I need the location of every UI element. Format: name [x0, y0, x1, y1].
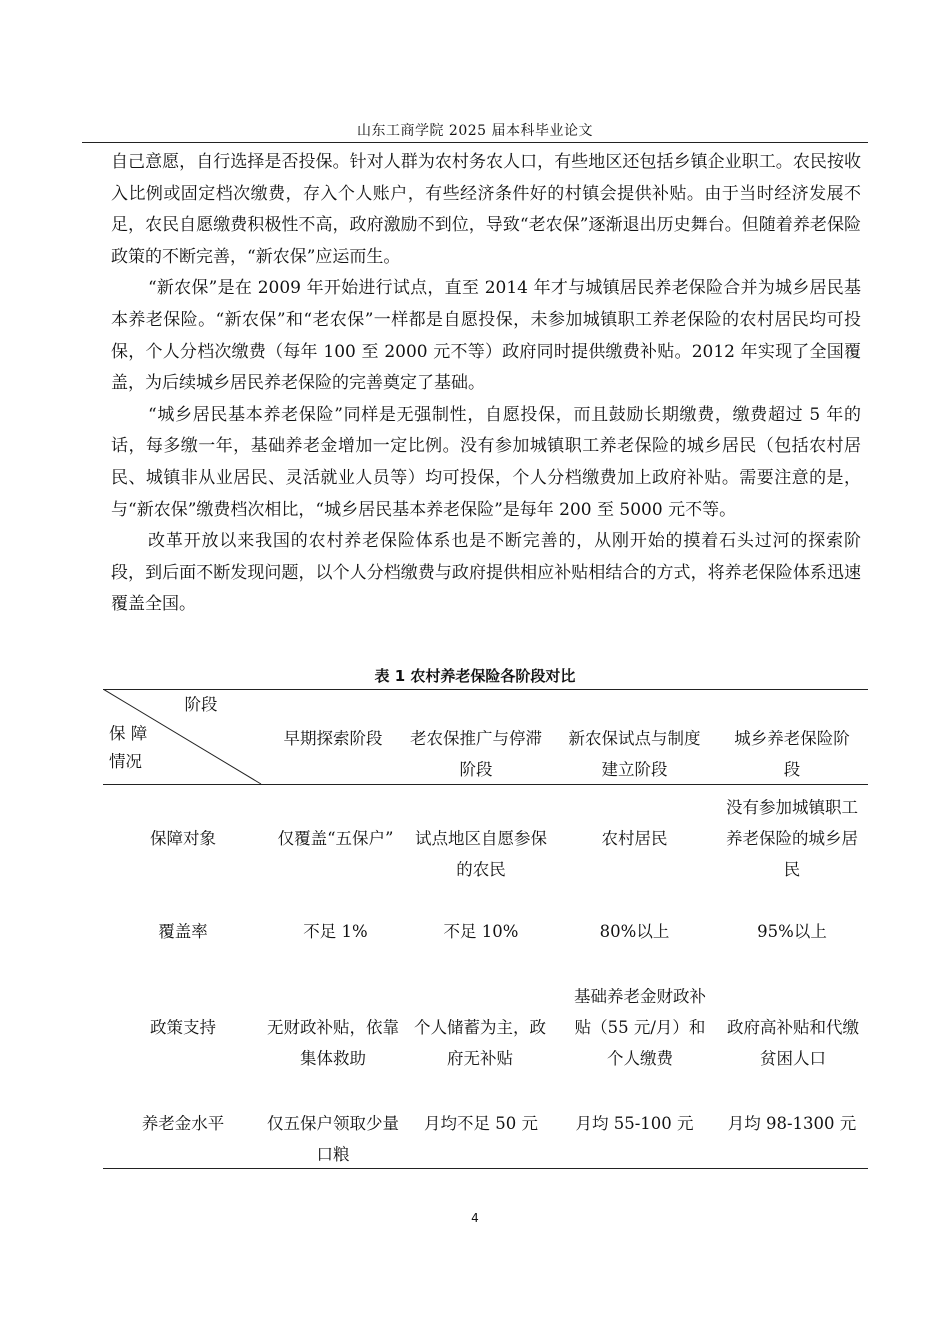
page-header: 山东工商学院 2025 届本科毕业论文: [356, 123, 594, 139]
table-cell: 没有参加城镇职工养老保险的城乡居民: [726, 798, 858, 879]
table-cell: 试点地区自愿参保的农民: [415, 829, 547, 879]
corner-guarantee-label: 保 障: [109, 723, 148, 743]
header-rule: [82, 142, 868, 143]
table-cell: 个人储蓄为主，政府无补贴: [414, 1018, 546, 1068]
table-cell: 不足 10%: [443, 922, 519, 941]
table-cell: 政府高补贴和代缴贫困人口: [727, 1018, 859, 1068]
row-label-policy-support: 政策支持: [150, 1018, 216, 1037]
table-bottom-rule: [103, 1168, 868, 1169]
row-label-coverage-target: 保障对象: [150, 829, 216, 848]
table-cell: 农村居民: [601, 829, 668, 848]
corner-situation-label: 情况: [109, 751, 142, 771]
table-cell: 月均 98-1300 元: [727, 1114, 857, 1133]
row-label-coverage-rate: 覆盖率: [158, 922, 208, 941]
column-header-old-scheme: 老农保推广与停滞阶段: [410, 729, 542, 779]
column-header-new-scheme: 新农保试点与制度建立阶段: [568, 729, 701, 779]
table-cell: 无财政补贴，依靠集体救助: [267, 1018, 399, 1068]
table-cell: 月均 55-100 元: [575, 1114, 694, 1133]
table-cell: 95%以上: [757, 922, 827, 941]
table-cell: 不足 1%: [303, 922, 368, 941]
paragraph-3: “城乡居民基本养老保险”同样是无强制性，自愿投保，而且鼓励长期缴费，缴费超过 5 年的话，每多缴一年，基础养老金增加一定比例。没有参加城镇职工养老保险的城乡居民（包括农村居民、城镇非从业居民、灵活就业人员等）均可投保，个人分档缴费加上政府补贴。需要注意的是，与“新农保”缴费档次相比，“城乡居民基本养老保险”是每年 200 至 5000 元不等。: [111, 404, 861, 520]
corner-stage-label: 阶段: [184, 694, 218, 714]
paragraph-4: 改革开放以来我国的农村养老保险体系也是不断完善的，从刚开始的摸着石头过河的探索阶段，到后面不断发现问题，以个人分档缴费与政府提供相应补贴相结合的方式，将养老保险体系迅速覆盖全国。: [111, 531, 861, 615]
column-header-early: 早期探索阶段: [283, 729, 383, 748]
body-text: [111, 147, 861, 621]
paragraph-1: 自己意愿，自行选择是否投保。针对人群为农村务农人口，有些地区还包括乡镇企业职工。农民按收入比例或固定档次缴费，存入个人账户，有些经济条件好的村镇会提供补贴。由于当时经济发展不足，农民自愿缴费积极性不高，政府激励不到位，导致“老农保”逐渐退出历史舞台。但随着养老保险政策的不断完善，“新农保”应运而生。: [111, 152, 861, 267]
table-caption: 表 1 农村养老保险各阶段对比: [374, 667, 576, 685]
row-label-pension-level: 养老金水平: [141, 1114, 225, 1133]
comparison-table: [103, 689, 868, 1169]
table-cell: 基础养老金财政补贴（55 元/月）和个人缴费: [574, 987, 706, 1068]
table-cell: 80%以上: [599, 922, 670, 941]
paragraph-2: “新农保”是在 2009 年开始进行试点，直至 2014 年才与城镇居民养老保险合并为城乡居民基本养老保险。“新农保”和“老农保”一样都是自愿投保，未参加城镇职工养老保险的农村居民均可投保，个人分档次缴费（每年 100 至 2000 元不等）政府同时提供缴费补贴。2012 年实现了全国覆盖，为后续城乡居民养老保险的完善奠定了基础。: [111, 278, 861, 394]
table-cell: 仅五保户领取少量口粮: [267, 1114, 399, 1164]
page-number: 4: [471, 1211, 479, 1225]
table-cell: 仅覆盖“五保户”: [277, 829, 394, 848]
table-cell: 月均不足 50 元: [424, 1114, 538, 1133]
column-header-urban-rural: 城乡养老保险阶段: [734, 729, 850, 779]
